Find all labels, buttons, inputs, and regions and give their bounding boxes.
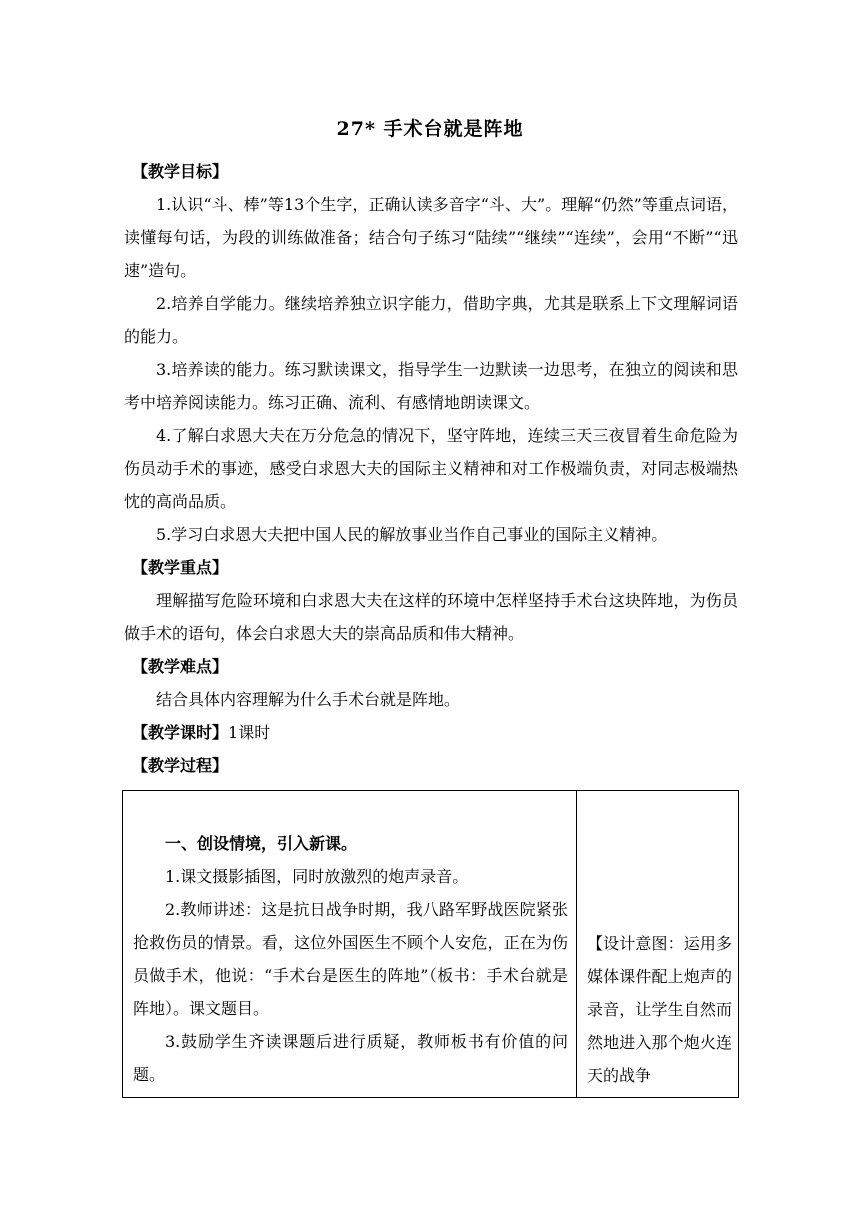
teaching-process-table xyxy=(122,790,739,1098)
teaching-hours-heading: 【教学课时】 xyxy=(132,723,229,742)
step-item-2: 2.教师讲述：这是抗日战争时期，我八路军野战医院紧张抢救伤员的情景。看，这位外国医生不顾个人安危，正在为伤员做手术，他说：“手术台是医生的阵地”（板书：手术台就是阵地）。课文题目。 xyxy=(133,900,568,1018)
lesson-content xyxy=(124,155,738,782)
teaching-goal-3: 3.培养读的能力。练习默读课文，指导学生一边默读一边思考，在独立的阅读和思考中培养阅读能力。练习正确、流利、有感情地朗读课文。 xyxy=(124,360,738,412)
step-item-3: 3.鼓励学生齐读课题后进行质疑，教师板书有价值的问题。 xyxy=(133,1032,568,1084)
teaching-difficulty-text: 结合具体内容理解为什么手术台就是阵地。 xyxy=(156,690,461,709)
teaching-hours-text: 1课时 xyxy=(228,723,271,742)
design-intent-text: 【设计意图：运用多媒体课件配上炮声的录音，让学生自然而然地进入那个炮火连天的战争 xyxy=(587,934,732,1085)
teaching-hours-line xyxy=(124,716,738,749)
page-title: 27* 手术台就是阵地 xyxy=(336,118,524,140)
process-main-cell xyxy=(123,791,577,1098)
teaching-goal-2: 2.培养自学能力。继续培养独立识字能力，借助字典，尤其是联系上下文理解词语的能力。 xyxy=(124,294,738,346)
teaching-goals-heading: 【教学目标】 xyxy=(132,162,229,181)
design-intent-cell xyxy=(577,791,739,1098)
step-item-1: 1.课文摄影插图，同时放激烈的炮声录音。 xyxy=(165,867,469,886)
teaching-goal-4: 4.了解白求恩大夫在万分危急的情况下，坚守阵地，连续三天三夜冒着生命危险为伤员动手术的事迹，感受白求恩大夫的国际主义精神和对工作极端负责，对同志极端热忱的高尚品质。 xyxy=(124,426,738,511)
table-row xyxy=(123,791,739,1098)
teaching-goal-5: 5.学习白求恩大夫把中国人民的解放事业当作自己事业的国际主义精神。 xyxy=(156,525,668,544)
teaching-key-text: 理解描写危险环境和白求恩大夫在这样的环境中怎样坚持手术台这块阵地，为伤员做手术的语句，体会白求恩大夫的崇高品质和伟大精神。 xyxy=(124,591,738,643)
teaching-process-heading: 【教学过程】 xyxy=(132,756,229,775)
step-title: 一、创设情境，引入新课。 xyxy=(165,834,358,853)
teaching-key-heading: 【教学重点】 xyxy=(132,558,229,577)
teaching-difficulty-heading: 【教学难点】 xyxy=(132,657,229,676)
teaching-goal-1: 1.认识“斗、棒”等13个生字，正确认读多音字“斗、大”。理解“仍然”等重点词语，读懂每句话，为段的训练做准备；结合句子练习“陆续”“继续”“连续”，会用“不断”“迅速”造句。 xyxy=(124,195,738,280)
